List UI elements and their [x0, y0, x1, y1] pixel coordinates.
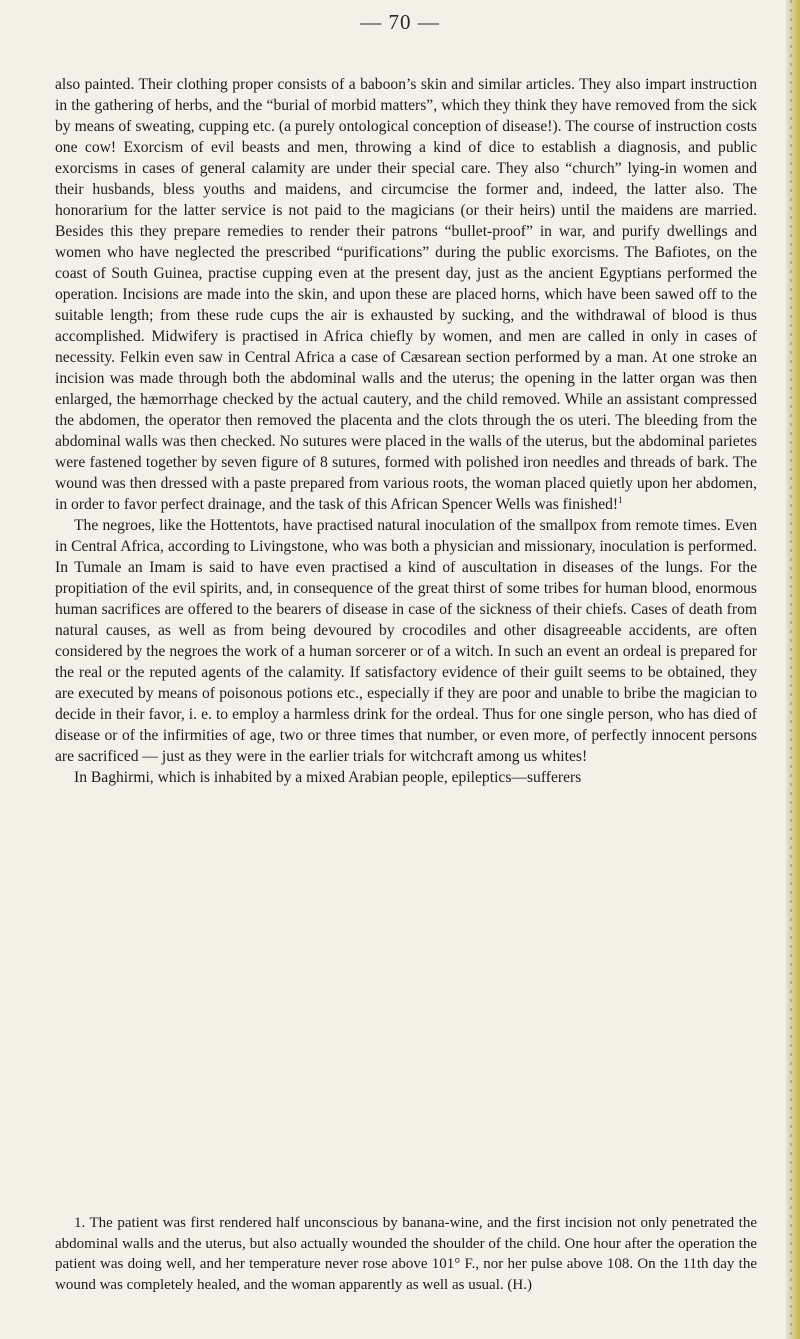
paragraph-2: The negroes, like the Hottentots, have practised natural inoculation of the smallpox from remote times. Even in Central Africa, according to Livingstone, who was both a physician and missionary, inoculation is performed. In Tumale an Imam is said to have even practised a kind of auscultation in diseases of the lungs. For the propitiation of the evil spirits, and, in consequence of the great thirst of some tribes for human blood, enormous human sacrifices are offered to the bearers of disease in case of the sickness of their chiefs. Cases of death from natural causes, as well as from being devoured by crocodiles and other disagreeable accidents, are often considered by the negroes the work of a human sorcerer or of a witch. In such an event an ordeal is prepared for the real or the reputed agents of the calamity. If satisfactory evidence of their guilt seems to be obtained, they are executed by means of poisonous potions etc., especially if they are poor and unable to bribe the magician to decide in their favor, i. e. to employ a harmless drink for the ordeal. Thus for one single person, who has died of disease or of the infirmities of age, two or three times that number, or even more, of perfectly innocent persons are sacrificed — just as they were in the earlier trials for witchcraft among us whites!	[55, 517, 757, 765]
footnote	[55, 1213, 757, 1295]
paragraph-1	[55, 74, 757, 515]
paragraph-3: In Baghirmi, which is inhabited by a mixed Arabian people, epileptics—sufferers	[74, 769, 582, 786]
body-text	[55, 74, 757, 788]
page-edge-binding	[786, 0, 800, 1339]
footnote-marker: 1	[618, 494, 623, 505]
page-number: — 70 —	[360, 10, 440, 34]
paragraph-1-text: also painted. Their clothing proper consists of a baboon’s skin and similar articles. They also impart instruction in the gathering of herbs, and the “burial of morbid matters”, which they think they have removed from the sick by means of sweating, cupping etc. (a purely ontological conception of disease!). The course of instruction costs one cow! Exorcism of evil beasts and men, throwing a kind of dice to establish a diagnosis, and public exorcisms in cases of general calamity are under their special care. They also “church” lying-in women and their husbands, bless youths and maidens, and circumcise the former and, indeed, the latter also. The honorarium for the latter service is not paid to the magicians (or their heirs) until the maidens are married. Besides this they prepare remedies to render their patrons “bullet-proof” in war, and purify dwellings and women who have neglected the prescribed “purifications” during the public exorcisms. The Bafiotes, on the coast of South Guinea, practise cupping even at the present day, just as the ancient Egyptians performed the operation. Incisions are made into the skin, and upon these are placed horns, which have been sawed off to the suitable length; from these rude cups the air is exhausted by sucking, and the withdrawal of blood is thus accomplished. Midwifery is practised in Africa chiefly by women, and men are called in only in cases of necessity. Felkin even saw in Central Africa a case of Cæsarean section performed by a man. At one stroke an incision was made through both the abdominal walls and the uterus; the opening in the latter organ was then enlarged, the hæmorrhage checked by the actual cautery, and the child removed. While an assistant compressed the abdomen, the operator then removed the placenta and the clots through the os uteri. The bleeding from the abdominal walls was then checked. No sutures were placed in the walls of the uterus, but the abdominal parietes were fastened together by seven figure of 8 sutures, formed with polished iron needles and threads of bark. The wound was then dressed with a paste prepared from various roots, the woman placed quietly upon her abdomen, in order to favor perfect drainage, and the task of this African Spencer Wells was finished!	[55, 76, 757, 513]
footnote-text: 1. The patient was first rendered half unconscious by banana-wine, and the first incision not only penetrated the abdominal walls and the uterus, but also actually wounded the shoulder of the child. One hour after the operation the patient was doing well, and her temperature never rose above 101° F., nor her pulse above 108. On the 11th day the wound was completely healed, and the woman apparently as well as usual. (H.)	[55, 1215, 757, 1293]
